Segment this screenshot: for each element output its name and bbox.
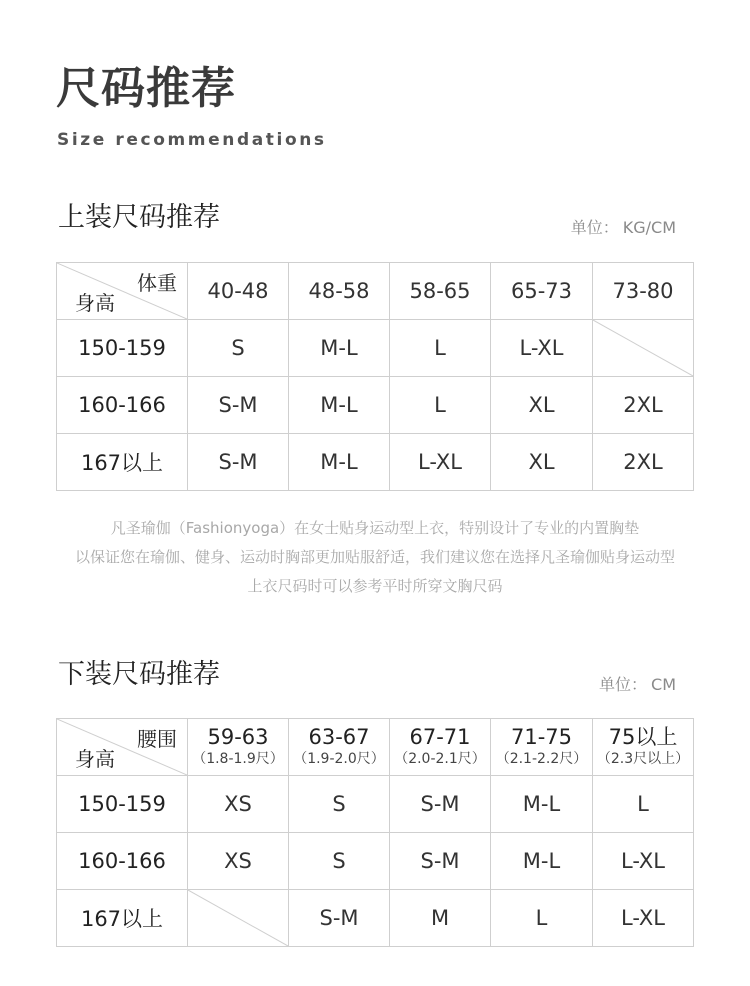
note-line: 凡圣瑜伽（Fashionyoga）在女士贴身运动型上衣，特别设计了专业的内置胸垫 — [110, 519, 640, 537]
size-cell: M — [390, 890, 491, 947]
size-cell: S-M — [188, 434, 289, 491]
size-cell: S-M — [390, 833, 491, 890]
page-title: 尺码推荐 — [56, 63, 236, 114]
column-header — [593, 719, 694, 776]
column-header-sub: （1.8-1.9尺） — [192, 751, 284, 767]
size-cell: M-L — [289, 320, 390, 377]
table-row — [57, 776, 694, 833]
size-cell: 2XL — [593, 377, 694, 434]
column-header-sub: （2.1-2.2尺） — [495, 751, 588, 767]
table-row — [57, 434, 694, 491]
column-header — [289, 719, 390, 776]
bottom-unit-value: CM — [651, 675, 676, 694]
size-cell: L — [593, 776, 694, 833]
corner-cell — [57, 719, 188, 776]
size-cell: S — [289, 833, 390, 890]
size-cell: XS — [188, 833, 289, 890]
corner-weight-label: 体重 — [137, 271, 177, 295]
table-header-row — [57, 263, 694, 320]
column-header: 58-65 — [390, 263, 491, 320]
column-header-sub: （2.3尺以上） — [596, 751, 690, 767]
bottom-size-table — [56, 718, 694, 947]
size-note — [0, 514, 750, 601]
diagonal-line — [188, 890, 288, 946]
top-unit-label: 单位： — [570, 218, 619, 237]
row-header: 150-159 — [57, 320, 188, 377]
top-unit — [571, 215, 676, 238]
row-header: 167以上 — [57, 890, 188, 947]
row-header: 160-166 — [57, 833, 188, 890]
size-cell: L-XL — [491, 320, 593, 377]
size-cell: L-XL — [593, 890, 694, 947]
size-cell: 2XL — [593, 434, 694, 491]
size-cell: S — [188, 320, 289, 377]
size-cell: L-XL — [593, 833, 694, 890]
column-header-label: 75以上 — [608, 725, 678, 749]
column-header-sub: （2.0-2.1尺） — [394, 751, 486, 767]
table-row — [57, 890, 694, 947]
column-header-label: 63-67 — [308, 725, 370, 749]
corner-cell — [57, 263, 188, 320]
size-cell: L — [390, 320, 491, 377]
column-header: 48-58 — [289, 263, 390, 320]
size-cell: S-M — [188, 377, 289, 434]
row-header: 167以上 — [57, 434, 188, 491]
table-row — [57, 833, 694, 890]
empty-cell — [188, 890, 289, 947]
size-cell: XL — [491, 434, 593, 491]
size-cell: M-L — [289, 434, 390, 491]
size-cell: L — [491, 890, 593, 947]
column-header — [390, 719, 491, 776]
size-cell: M-L — [289, 377, 390, 434]
size-cell: S-M — [390, 776, 491, 833]
bottom-section-title: 下装尺码推荐 — [58, 659, 220, 690]
bottom-unit — [599, 672, 676, 695]
corner-height-label: 身高 — [75, 747, 115, 771]
size-cell: S-M — [289, 890, 390, 947]
size-cell: S — [289, 776, 390, 833]
size-cell: L-XL — [390, 434, 491, 491]
top-unit-value: KG/CM — [622, 218, 676, 237]
column-header: 73-80 — [593, 263, 694, 320]
size-cell: XL — [491, 377, 593, 434]
table-row — [57, 320, 694, 377]
top-size-table — [56, 262, 694, 491]
column-header-label: 67-71 — [409, 725, 471, 749]
empty-cell — [593, 320, 694, 377]
column-header — [491, 719, 593, 776]
table-header-row — [57, 719, 694, 776]
size-cell: XS — [188, 776, 289, 833]
page-subtitle: Size recommendations — [57, 130, 327, 150]
bottom-unit-label: 单位： — [599, 675, 648, 694]
corner-height-label: 身高 — [75, 291, 115, 315]
note-line: 上衣尺码时可以参考平时所穿文胸尺码 — [247, 577, 503, 595]
diagonal-line — [593, 320, 693, 376]
table-row — [57, 377, 694, 434]
column-header-label: 59-63 — [207, 725, 269, 749]
size-cell: M-L — [491, 776, 593, 833]
top-section-title: 上装尺码推荐 — [58, 202, 220, 233]
column-header: 40-48 — [188, 263, 289, 320]
size-cell: L — [390, 377, 491, 434]
note-line: 以保证您在瑜伽、健身、运动时胸部更加贴服舒适，我们建议您在选择凡圣瑜伽贴身运动型 — [74, 548, 675, 566]
column-header: 65-73 — [491, 263, 593, 320]
corner-waist-label: 腰围 — [137, 727, 177, 751]
size-cell: M-L — [491, 833, 593, 890]
column-header-sub: （1.9-2.0尺） — [293, 751, 385, 767]
column-header-label: 71-75 — [510, 725, 573, 749]
column-header — [188, 719, 289, 776]
row-header: 150-159 — [57, 776, 188, 833]
row-header: 160-166 — [57, 377, 188, 434]
